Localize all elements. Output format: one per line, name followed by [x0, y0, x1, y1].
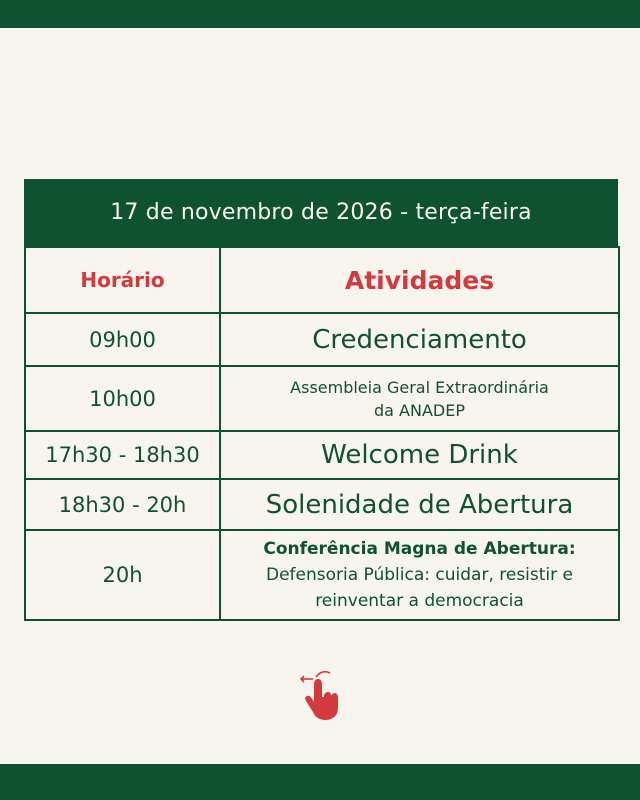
activity-line: reinventar a democracia — [315, 591, 524, 611]
activity-title: Conferência Magna de Abertura: — [263, 539, 576, 559]
activity-cell — [220, 530, 619, 620]
activity-cell: Solenidade de Abertura — [220, 479, 619, 530]
time-cell: 20h — [25, 530, 220, 620]
time-cell: 17h30 - 18h30 — [25, 431, 220, 479]
bottom-band — [0, 764, 640, 800]
table-row — [25, 530, 619, 620]
activity-cell — [220, 366, 619, 431]
activity-cell: Welcome Drink — [220, 431, 619, 479]
top-band — [0, 0, 640, 28]
table-row — [25, 479, 619, 530]
activity-line: Defensoria Pública: cuidar, resistir e — [265, 565, 574, 585]
column-header-time: Horário — [25, 247, 220, 313]
time-cell: 18h30 - 20h — [25, 479, 220, 530]
table-row — [25, 366, 619, 431]
schedule-grid — [24, 246, 620, 621]
schedule-table — [24, 179, 618, 621]
date-header: 17 de novembro de 2026 - terça-feira — [24, 179, 618, 246]
time-cell: 10h00 — [25, 366, 220, 431]
swipe-hand-icon — [298, 665, 342, 721]
activity-cell: Credenciamento — [220, 313, 619, 366]
time-cell: 09h00 — [25, 313, 220, 366]
table-row — [25, 431, 619, 479]
table-row — [25, 313, 619, 366]
column-header-activity: Atividades — [220, 247, 619, 313]
activity-line: Assembleia Geral Extraordinária — [290, 377, 549, 397]
activity-line: da ANADEP — [374, 400, 465, 420]
column-header-row — [25, 247, 619, 313]
